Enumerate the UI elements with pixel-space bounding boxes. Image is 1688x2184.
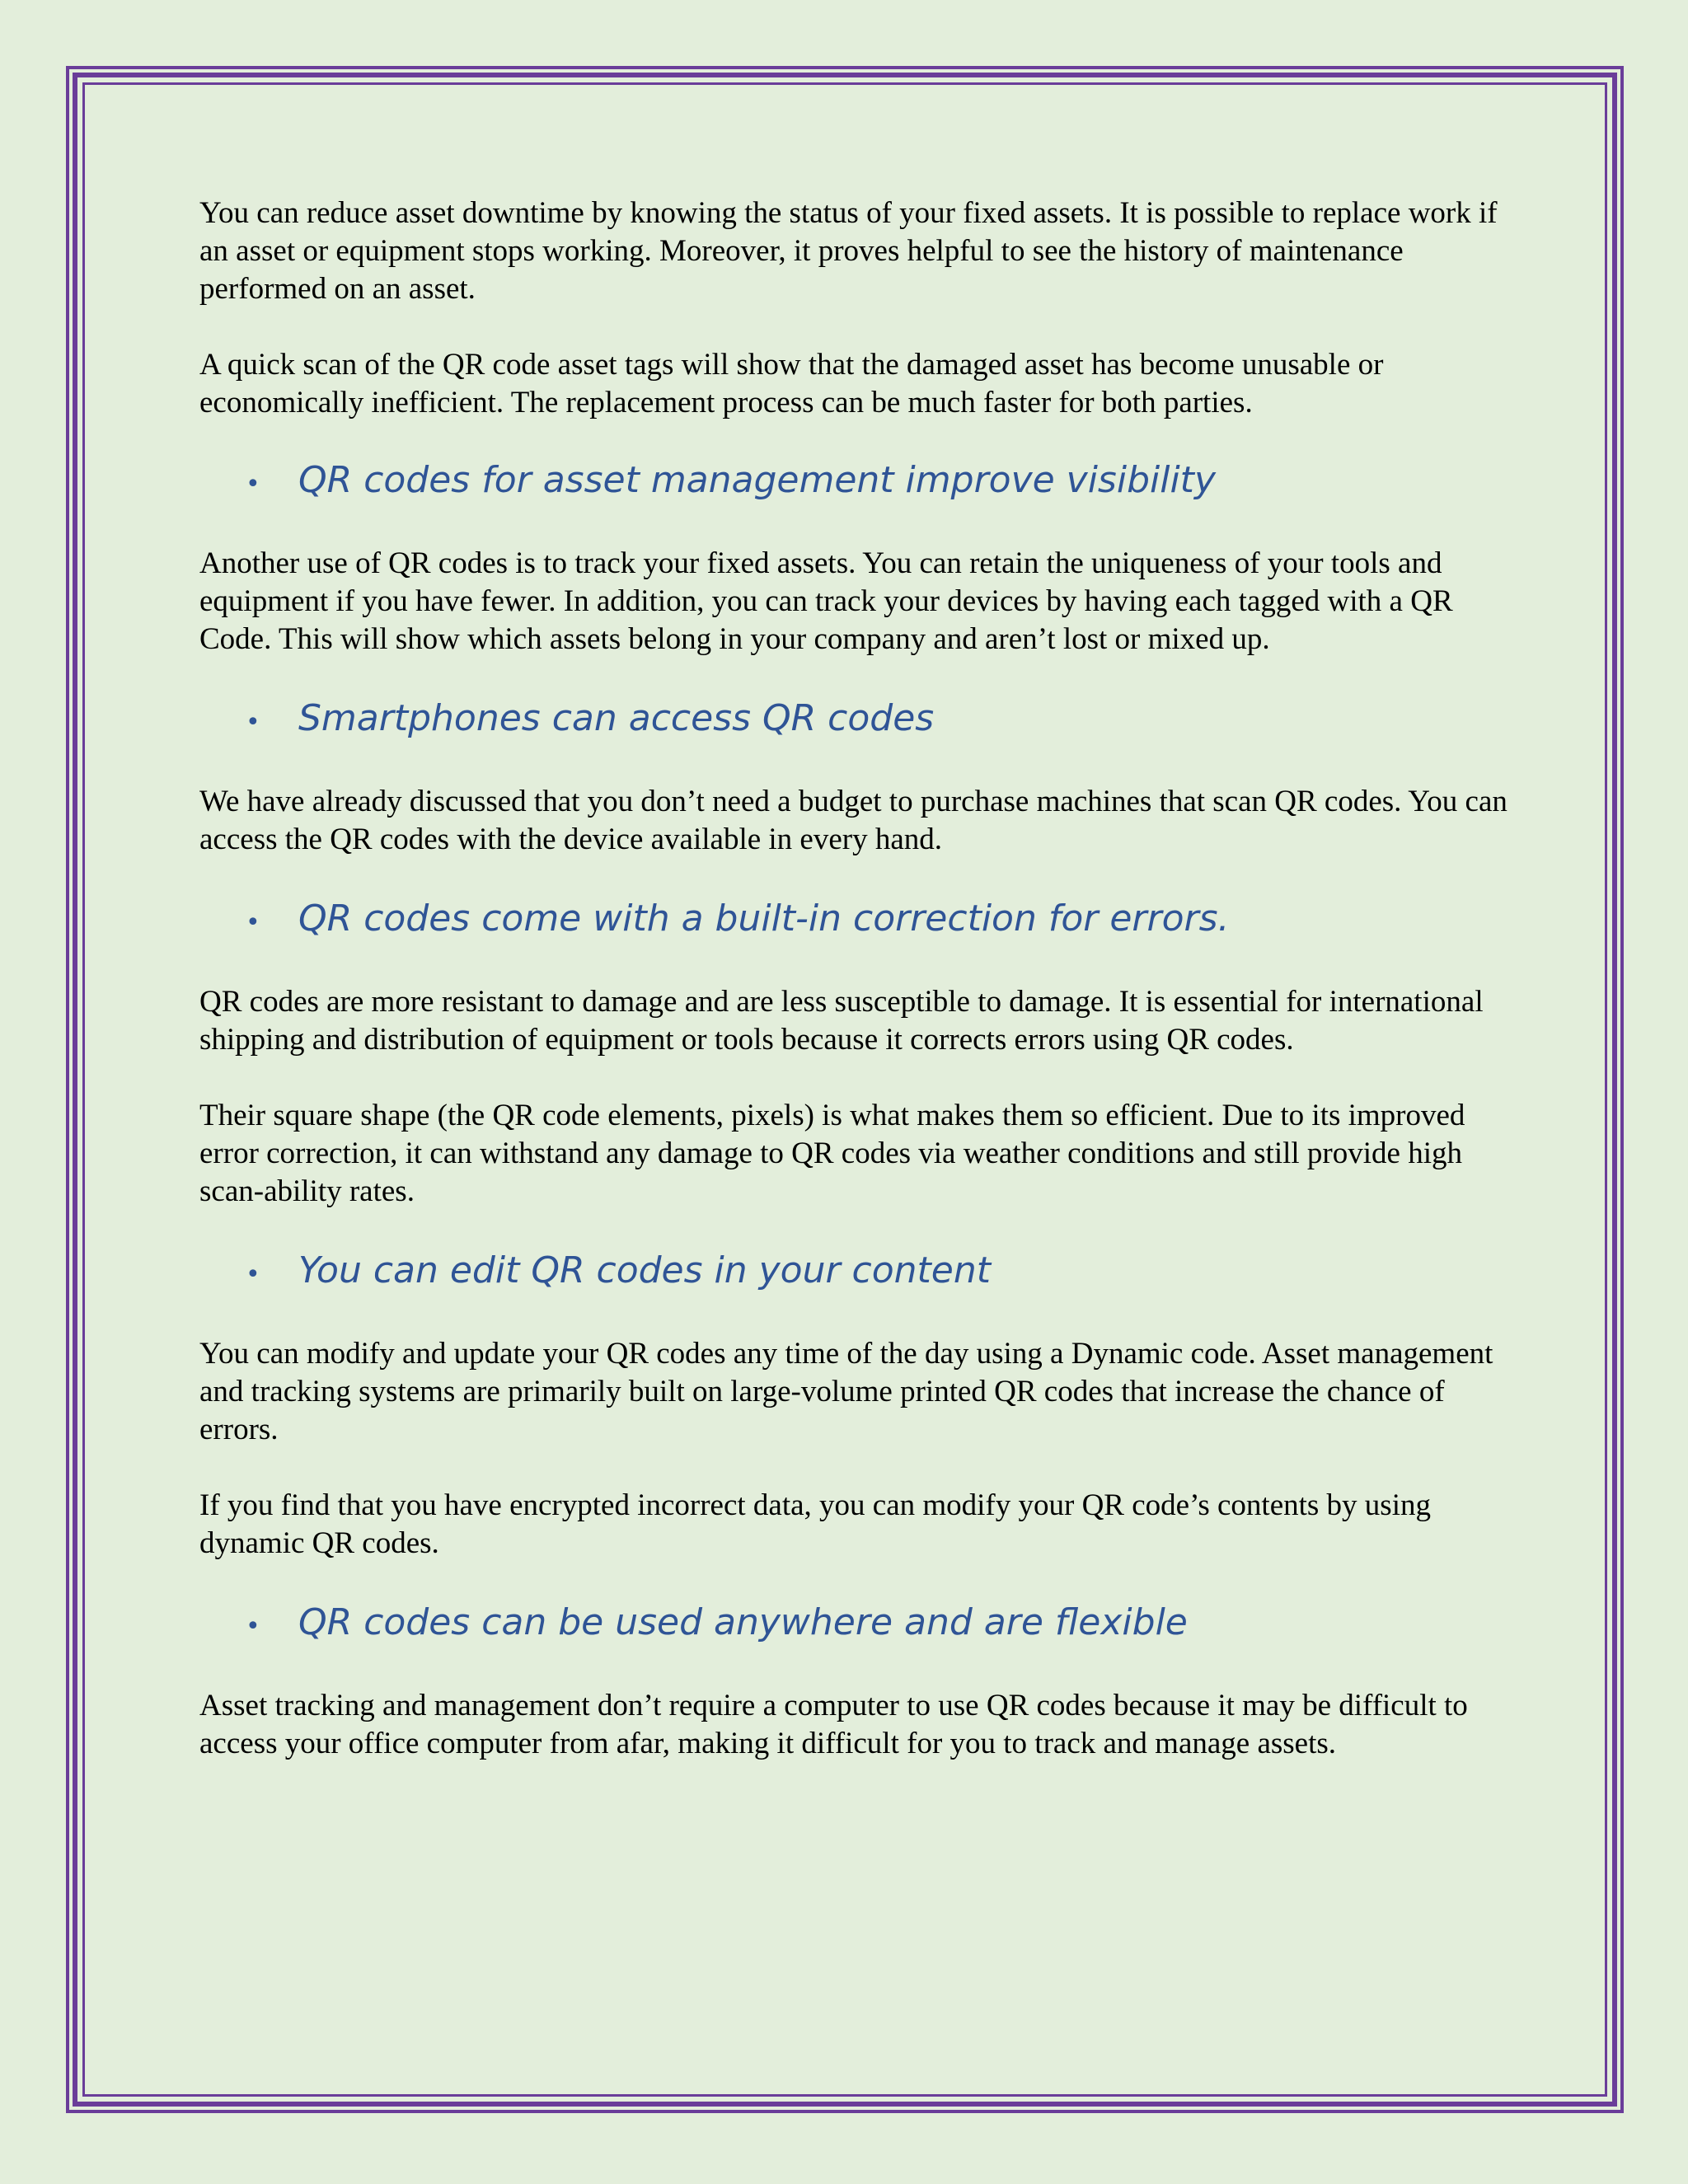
heading-smartphones [199, 698, 1518, 743]
paragraph-asset-downtime: You can reduce asset downtime by knowing the status of your fixed assets. It is possible to replace work if an asset or equipment stops working. Moreover, it proves helpful to see the history of maintenance performed on an asset. [199, 196, 1498, 306]
paragraph-dynamic-code: You can modify and update your QR codes any time of the day using a Dynamic code. Asset management and tracking systems are primarily built on large-volume printed QR codes that increase the chance of errors. [199, 1337, 1493, 1446]
paragraph-damage-resistant: QR codes are more resistant to damage and are less susceptible to damage. It is essential for international shipping and distribution of equipment or tools because it corrects errors using QR codes. [199, 985, 1484, 1057]
heading-error-correction [199, 898, 1518, 944]
paragraph-no-computer: Asset tracking and management don’t require a computer to use QR codes because it may be difficult to access your office computer from afar, making it difficult for you to track and manage assets. [199, 1689, 1468, 1760]
paragraph-encrypted-data: If you find that you have encrypted incorrect data, you can modify your QR code’s contents by using dynamic QR codes. [199, 1488, 1431, 1560]
paragraph-track-fixed-assets: Another use of QR codes is to track your fixed assets. You can retain the uniqueness of your tools and equipment if you have fewer. In addition, you can track your devices by having each tagged with a QR Code. This will show which assets belong in your company and aren’t lost or mixed up. [199, 546, 1453, 656]
bullet-icon: • [246, 908, 260, 937]
bullet-icon: • [246, 470, 260, 499]
heading-flexible-use [199, 1602, 1518, 1647]
heading-text: QR codes for asset management improve visibility [298, 459, 1216, 501]
bullet-icon: • [246, 1260, 260, 1289]
heading-edit-qr-codes [199, 1250, 1518, 1296]
bullet-icon: • [246, 1612, 260, 1641]
paragraph-square-shape: Their square shape (the QR code elements, pixels) is what makes them so efficient. Due to its improved error correction, it can withstand any damage to QR codes via weather conditions and still provide high scan-ability rates. [199, 1099, 1465, 1208]
document-body [199, 194, 1518, 1763]
paragraph-no-budget: We have already discussed that you don’t need a budget to purchase machines that scan QR codes. You can access the QR codes with the device available in every hand. [199, 785, 1507, 856]
heading-text: QR codes can be used anywhere and are flexible [298, 1601, 1188, 1643]
heading-text: QR codes come with a built-in correction for errors. [298, 898, 1230, 940]
bullet-icon: • [246, 708, 260, 737]
paragraph-quick-scan: A quick scan of the QR code asset tags will show that the damaged asset has become unusable or economically inefficient. The replacement process can be much faster for both parties. [199, 348, 1384, 419]
heading-asset-visibility [199, 460, 1518, 505]
heading-text: You can edit QR codes in your content [298, 1249, 992, 1291]
heading-text: Smartphones can access QR codes [298, 697, 935, 739]
